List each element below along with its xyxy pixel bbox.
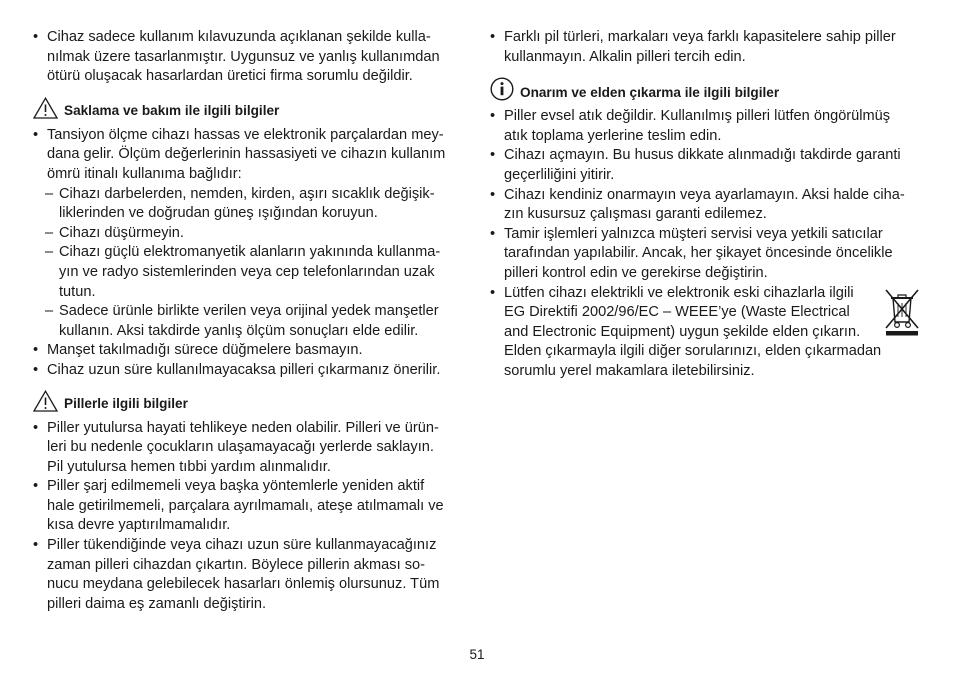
text-line: • Tansiyon ölçme cihazı hassas ve elektronik parçalardan mey- [47,126,444,143]
storage-dash-3 [33,243,465,302]
text-line: dana gelir. Ölçüm değerlerinin hassasiyeti ve cihazın kullanım [47,146,446,163]
repair-bullet-5 [490,284,922,382]
text-line: kısa devre yaptırılmamalıdır. [47,517,231,534]
crossed-out-wheelie-bin-icon [882,286,922,336]
text-line: kullanmayın. Alkalin pilleri tercih edin. [504,48,746,65]
text-line: • Piller yutulursa hayati tehlikeye neden olabilir. Pilleri ve ürün- [47,419,439,436]
text-line: • Cihaz uzun süre kullanılmayacaksa pilleri çıkarmanız önerilir. [47,361,441,378]
heading-text: Saklama ve bakım ile ilgili bilgiler [64,102,280,118]
right-column [490,28,922,382]
text-line: geçerliliğini yitirir. [504,166,615,183]
text-line: leri bu nedenle çocukların ulaşamayacağı yerlerde saklayın. [47,439,434,456]
text-line: liklerinden ve doğrudan güneş ışığından koruyun. [59,205,378,222]
text-line: • Cihazı kendiniz onarmayın veya ayarlamayın. Aksi halde ciha- [504,186,905,203]
text-line: • Piller tükendiğinde veya cihazı uzun süre kullanmayacağınız [47,537,437,554]
text-line: • Cihaz sadece kullanım kılavuzunda açıklanan şekilde kulla- [47,29,431,45]
intro-bullet [33,28,465,87]
left-column [33,28,465,614]
text-line: tarafından yapılabilir. Ancak, her şikayet öncesinde öncelikle [504,245,893,262]
text-line: pilleri kontrol edin ve gerekirse değiştirin. [504,264,768,281]
text-line: yın ve radyo sistemlerinden veya cep telefonlarından uzak [59,263,435,280]
storage-bullet-2 [33,341,465,361]
warning-triangle-icon [33,390,58,412]
text-line: zaman pilleri cihazdan çıkartın. Böylece pillerin akması so- [47,556,425,573]
storage-dash-1 [33,185,465,224]
text-line: – Cihazı düşürmeyin. [59,224,184,241]
storage-bullet-1 [33,126,465,185]
page-number: 51 [469,647,485,662]
text-line: nucu meydana gelebilecek hasarları önlemiş olursunuz. Tüm [47,576,440,593]
battery-bullet-4 [490,28,922,67]
text-line: ömrü itinalı kullanıma bağlıdır: [47,165,242,182]
text-line: zın kusursuz çalışması garanti edilemez. [504,206,767,223]
repair-bullet-3 [490,186,922,225]
text-line: – Cihazı güçlü elektromanyetik alanların yakınında kullanma- [59,244,441,261]
text-line: • Tamir işlemleri yalnızca müşteri servisi veya yetkili satıcılar [504,225,883,242]
repair-bullet-2 [490,146,922,185]
text-line: EG Direktifi 2002/96/EC – WEEE’ye (Waste Electrical [504,304,850,321]
text-line: Pil yutulursa hemen tıbbi yardım alınmalıdır. [47,458,331,475]
storage-heading [33,97,465,119]
text-line: and Electronic Equipment) uygun şekilde elden çıkarın. [504,323,861,340]
battery-bullet-3 [33,536,465,614]
text-line: • Farklı pil türleri, markaları veya farklı kapasitelere sahip piller [504,29,896,45]
text-line: sorumlu yerel makamlara iletebilirsiniz. [504,362,755,379]
battery-bullet-1 [33,419,465,478]
text-line: Elden çıkarmayla ilgili diğer sorularınızı, elden çıkarmadan [504,343,882,360]
text-line: • Piller şarj edilmemeli veya başka yöntemlerle yeniden aktif [47,478,425,495]
text-line: kullanın. Aksi takdirde yanlış ölçüm sonuçları elde edilir. [59,322,419,339]
text-line: ötürü oluşacak hasarlardan üretici firma sorumlu değildir. [47,68,413,85]
text-line: • Manşet takılmadığı sürece düğmelere basmayın. [47,342,363,359]
text-line: pilleri daima eş zamanlı değiştirin. [47,595,266,612]
text-line: tutun. [59,283,96,300]
heading-text: Onarım ve elden çıkarma ile ilgili bilgiler [520,85,780,101]
text-line: – Sadece ürünle birlikte verilen veya orijinal yedek manşetler [59,303,439,320]
text-line: atık toplama yerlerine teslim edin. [504,127,722,144]
warning-triangle-icon [33,97,58,119]
text-line: • Lütfen cihazı elektrikli ve elektronik eski cihazlarla ilgili [504,284,854,301]
battery-heading [33,390,465,412]
text-line: • Cihazı açmayın. Bu husus dikkate alınmadığı takdirde garanti [504,147,901,164]
text-line: hale getirilmemeli, parçalara ayrılmamalı, ateşe atılmamalı ve [47,497,444,514]
storage-bullet-3 [33,361,465,381]
repair-bullet-4 [490,225,922,284]
storage-dash-2 [33,224,465,244]
info-circle-icon [490,77,514,101]
battery-bullet-2 [33,477,465,536]
repair-heading [490,77,922,101]
repair-bullet-1 [490,107,922,146]
text-line: • Piller evsel atık değildir. Kullanılmış pilleri lütfen öngörülmüş [504,108,891,125]
storage-dash-4 [33,302,465,341]
text-line: – Cihazı darbelerden, nemden, kirden, aşırı sıcaklık değişik- [59,185,435,202]
heading-text: Pillerle ilgili bilgiler [64,395,188,411]
text-line: nılmak üzere tasarlanmıştır. Uygunsuz ve yanlış kullanımdan [47,48,440,65]
